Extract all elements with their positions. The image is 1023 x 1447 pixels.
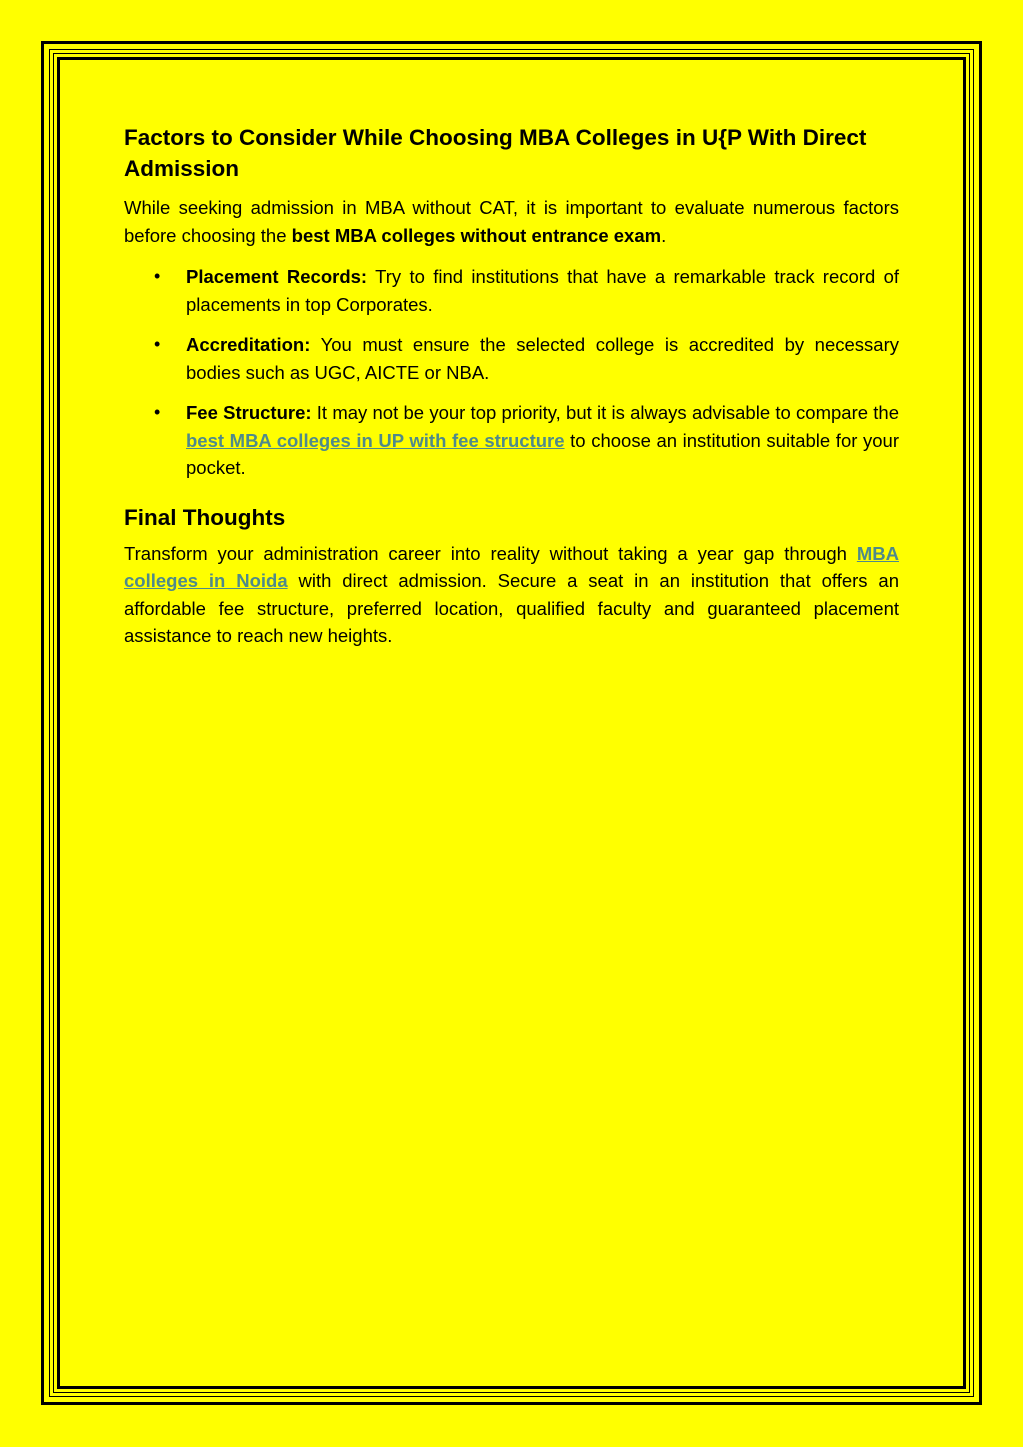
final-thoughts-paragraph bbox=[124, 540, 899, 650]
list-item-text: Try to find institutions that have a remarkable track record of placements in top Corporates. bbox=[186, 266, 900, 315]
intro-paragraph bbox=[124, 194, 899, 249]
list-item-text: You must ensure the selected college is accredited by necessary bodies such as UGC, AICTE or NBA. bbox=[186, 334, 899, 383]
list-item-text: to choose an institution suitable for your pocket. bbox=[186, 429, 899, 478]
section-heading-factors: Factors to Consider While Choosing MBA Colleges in U{P With Direct Admission bbox=[124, 125, 867, 181]
final-text: Transform your administration career into reality without taking a year gap through bbox=[124, 542, 857, 564]
list-item-fee-structure bbox=[124, 399, 899, 482]
document-body bbox=[124, 122, 899, 650]
list-item-label: Accreditation: bbox=[186, 334, 311, 355]
bullet-dot-icon: • bbox=[154, 334, 161, 354]
list-item-label: Placement Records: bbox=[186, 266, 368, 287]
section-heading-final-thoughts: Final Thoughts bbox=[124, 504, 286, 530]
factors-list bbox=[124, 263, 899, 482]
list-item-label: Fee Structure: bbox=[186, 402, 312, 423]
list-item-accreditation bbox=[124, 331, 899, 386]
intro-bold-phrase: best MBA colleges without entrance exam bbox=[291, 224, 662, 246]
fee-structure-link[interactable]: best MBA colleges in UP with fee structure bbox=[186, 429, 565, 451]
list-item-text: It may not be your top priority, but it is always advisable to compare the bbox=[311, 402, 899, 423]
noida-colleges-link[interactable]: MBA colleges in Noida bbox=[124, 542, 899, 591]
bullet-dot-icon: • bbox=[154, 402, 161, 422]
bullet-dot-icon: • bbox=[154, 266, 161, 286]
final-text: with direct admission. Secure a seat in an institution that offers an affordable fee structure, preferred location, qualified faculty and guaranteed placement assistance to reach new heights. bbox=[124, 570, 899, 646]
intro-end: . bbox=[661, 224, 667, 246]
intro-text: While seeking admission in MBA without CAT, it is important to evaluate numerous factors before choosing the bbox=[124, 197, 899, 246]
list-item-placement bbox=[124, 263, 899, 318]
